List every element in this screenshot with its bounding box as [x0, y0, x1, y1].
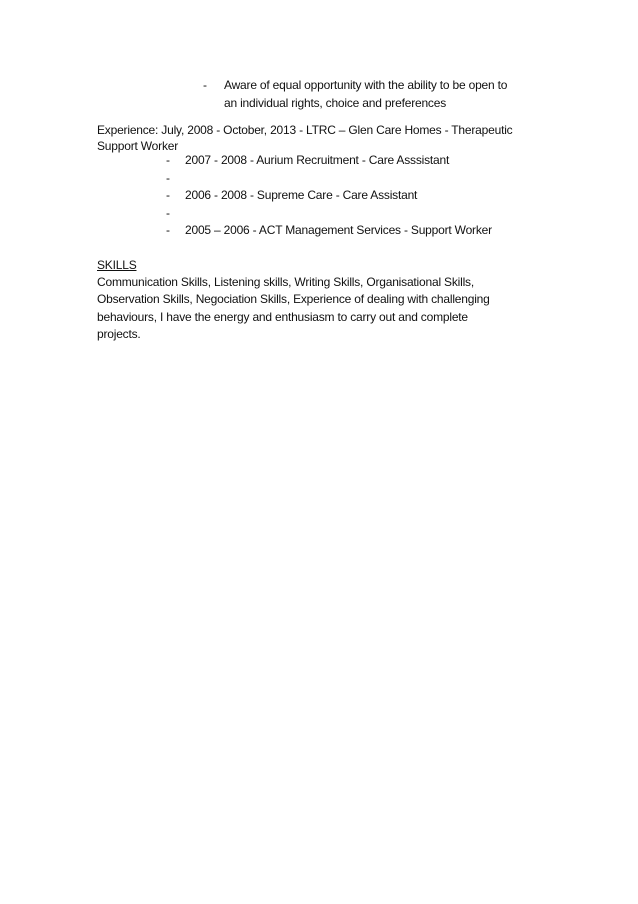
- experience-item: 2007 - 2008 - Aurium Recruitment - Care Asssistant: [185, 153, 450, 167]
- experience-line-1: Experience: July, 2008 - October, 2013 - LTRC – Glen Care Homes - Therapeutic: [97, 123, 513, 137]
- bullet-marker: -: [203, 78, 207, 92]
- skills-line: projects.: [97, 327, 141, 341]
- experience-line-2: Support Worker: [97, 139, 179, 153]
- experience-item: 2006 - 2008 - Supreme Care - Care Assistant: [185, 188, 418, 202]
- skills-line: Communication Skills, Listening skills, Writing Skills, Organisational Skills,: [97, 275, 474, 289]
- experience-item-marker: -: [166, 206, 170, 220]
- skills-heading: SKILLS: [97, 258, 137, 272]
- experience-item-marker: -: [166, 188, 170, 202]
- skills-line: Observation Skills, Negociation Skills, Experience of dealing with challenging: [97, 292, 490, 306]
- experience-item-marker: -: [166, 153, 170, 167]
- intro-bullet-line-1: Aware of equal opportunity with the ability to be open to: [224, 78, 508, 92]
- experience-item-marker: -: [166, 171, 170, 185]
- experience-item-marker: -: [166, 223, 170, 237]
- experience-item: 2005 – 2006 - ACT Management Services - Support Worker: [185, 223, 492, 237]
- skills-line: behaviours, I have the energy and enthusiasm to carry out and complete: [97, 310, 468, 324]
- intro-bullet-line-2: an individual rights, choice and preferences: [224, 96, 447, 110]
